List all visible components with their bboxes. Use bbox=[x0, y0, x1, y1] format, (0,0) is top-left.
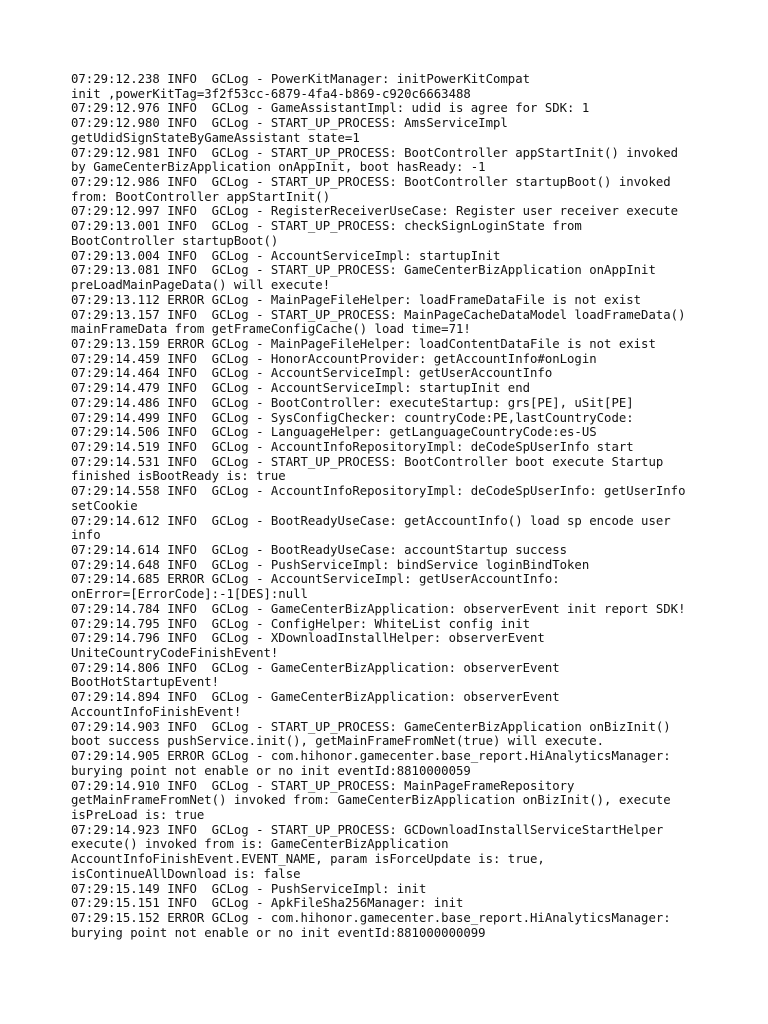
log-line: 07:29:14.459 INFO GCLog - HonorAccountProvider: getAccountInfo#onLogin bbox=[71, 351, 597, 366]
log-line: 07:29:12.238 INFO GCLog - PowerKitManager: initPowerKitCompat bbox=[71, 72, 531, 86]
log-line: 07:29:14.648 INFO GCLog - PushServiceImpl: bindService loginBindToken bbox=[71, 557, 590, 572]
log-line: BootController startupBoot() bbox=[71, 233, 279, 248]
log-line: 07:29:13.159 ERROR GCLog - MainPageFileHelper: loadContentDataFile is not exist bbox=[71, 336, 656, 351]
log-line: 07:29:15.149 INFO GCLog - PushServiceImpl: init bbox=[71, 881, 427, 896]
log-line: 07:29:14.464 INFO GCLog - AccountServiceImpl: getUserAccountInfo bbox=[71, 366, 553, 381]
log-line: execute() invoked from is: GameCenterBizApplication bbox=[71, 837, 449, 852]
log-line: 07:29:12.986 INFO GCLog - START_UP_PROCESS: BootController startupBoot() invoked bbox=[71, 175, 671, 190]
document-page bbox=[71, 72, 711, 940]
log-line: UniteCountryCodeFinishEvent! bbox=[71, 646, 279, 661]
log-line: 07:29:14.519 INFO GCLog - AccountInfoRepositoryImpl: deCodeSpUserInfo start bbox=[71, 439, 634, 454]
log-line: 07:29:14.784 INFO GCLog - GameCenterBizApplication: observerEvent init report SDK! bbox=[71, 601, 686, 616]
log-line: from: BootController appStartInit() bbox=[71, 189, 331, 204]
log-line: mainFrameData from getFrameConfigCache() load time=71! bbox=[71, 322, 471, 337]
log-text bbox=[71, 72, 711, 940]
log-line: 07:29:13.112 ERROR GCLog - MainPageFileHelper: loadFrameDataFile is not exist bbox=[71, 292, 642, 307]
log-line: BootHotStartupEvent! bbox=[71, 675, 220, 690]
log-line: 07:29:14.499 INFO GCLog - SysConfigChecker: countryCode:PE,lastCountryCode: bbox=[71, 410, 634, 425]
log-line: 07:29:14.486 INFO GCLog - BootController: executeStartup: grs[PE], uSit[PE] bbox=[71, 395, 634, 410]
log-line: 07:29:13.081 INFO GCLog - START_UP_PROCESS: GameCenterBizApplication onAppInit bbox=[71, 263, 656, 278]
log-line: getUdidSignStateByGameAssistant state=1 bbox=[71, 130, 360, 145]
log-line: info bbox=[71, 528, 101, 543]
log-line: 07:29:14.905 ERROR GCLog - com.hihonor.gamecenter.base_report.HiAnalyticsManager: bbox=[71, 749, 671, 764]
log-line: 07:29:14.531 INFO GCLog - START_UP_PROCESS: BootController boot execute Startup bbox=[71, 454, 664, 469]
log-line: 07:29:14.806 INFO GCLog - GameCenterBizApplication: observerEvent bbox=[71, 660, 560, 675]
log-line: boot success pushService.init(), getMainFrameFromNet(true) will execute. bbox=[71, 734, 605, 749]
log-line: by GameCenterBizApplication onAppInit, boot hasReady: -1 bbox=[71, 160, 486, 175]
log-line: 07:29:14.796 INFO GCLog - XDownloadInstallHelper: observerEvent bbox=[71, 631, 545, 646]
log-line: 07:29:13.001 INFO GCLog - START_UP_PROCESS: checkSignLoginState from bbox=[71, 219, 582, 234]
log-line: 07:29:14.612 INFO GCLog - BootReadyUseCase: getAccountInfo() load sp encode user bbox=[71, 513, 671, 528]
log-line: setCookie bbox=[71, 498, 138, 513]
log-line: 07:29:14.923 INFO GCLog - START_UP_PROCESS: GCDownloadInstallServiceStartHelper bbox=[71, 822, 664, 837]
log-line: 07:29:12.981 INFO GCLog - START_UP_PROCESS: BootController appStartInit() invoked bbox=[71, 145, 679, 160]
log-line: preLoadMainPageData() will execute! bbox=[71, 278, 331, 293]
log-line: 07:29:13.004 INFO GCLog - AccountServiceImpl: startupInit bbox=[71, 248, 501, 263]
log-line: burying point not enable or no init eventId:881000000099 bbox=[71, 925, 486, 940]
log-line: 07:29:14.910 INFO GCLog - START_UP_PROCESS: MainPageFrameRepository bbox=[71, 778, 575, 793]
log-line: isPreLoad is: true bbox=[71, 807, 205, 822]
log-line: 07:29:13.157 INFO GCLog - START_UP_PROCESS: MainPageCacheDataModel loadFrameData() bbox=[71, 307, 686, 322]
log-line: AccountInfoFinishEvent.EVENT_NAME, param isForceUpdate is: true, bbox=[71, 852, 545, 867]
log-line: finished isBootReady is: true bbox=[71, 469, 286, 484]
log-line: isContinueAllDownload is: false bbox=[71, 866, 301, 881]
log-line: AccountInfoFinishEvent! bbox=[71, 704, 242, 719]
log-line: 07:29:15.151 INFO GCLog - ApkFileSha256Manager: init bbox=[71, 896, 464, 911]
log-line: 07:29:14.558 INFO GCLog - AccountInfoRepositoryImpl: deCodeSpUserInfo: getUserInfo bbox=[71, 484, 686, 499]
log-line: 07:29:14.479 INFO GCLog - AccountServiceImpl: startupInit end bbox=[71, 381, 531, 396]
log-line: 07:29:12.980 INFO GCLog - START_UP_PROCESS: AmsServiceImpl bbox=[71, 116, 508, 131]
log-line: 07:29:14.795 INFO GCLog - ConfigHelper: WhiteList config init bbox=[71, 616, 531, 631]
log-line: 07:29:12.997 INFO GCLog - RegisterReceiverUseCase: Register user receiver execute bbox=[71, 204, 679, 219]
log-line: 07:29:14.506 INFO GCLog - LanguageHelper: getLanguageCountryCode:es-US bbox=[71, 425, 597, 440]
log-line: init ,powerKitTag=3f2f53cc-6879-4fa4-b869-c920c6663488 bbox=[71, 86, 471, 101]
log-line: getMainFrameFromNet() invoked from: GameCenterBizApplication onBizInit(), execute bbox=[71, 793, 671, 808]
log-line: 07:29:14.894 INFO GCLog - GameCenterBizApplication: observerEvent bbox=[71, 690, 560, 705]
log-line: 07:29:15.152 ERROR GCLog - com.hihonor.gamecenter.base_report.HiAnalyticsManager: bbox=[71, 910, 671, 925]
log-line: onError=[ErrorCode]:-1[DES]:null bbox=[71, 587, 308, 602]
log-line: 07:29:14.903 INFO GCLog - START_UP_PROCESS: GameCenterBizApplication onBizInit() bbox=[71, 719, 671, 734]
log-line: burying point not enable or no init eventId:8810000059 bbox=[71, 763, 471, 778]
log-line: 07:29:14.614 INFO GCLog - BootReadyUseCase: accountStartup success bbox=[71, 543, 568, 557]
log-line: 07:29:14.685 ERROR GCLog - AccountServiceImpl: getUserAccountInfo: bbox=[71, 572, 560, 587]
log-line: 07:29:12.976 INFO GCLog - GameAssistantImpl: udid is agree for SDK: 1 bbox=[71, 101, 590, 116]
